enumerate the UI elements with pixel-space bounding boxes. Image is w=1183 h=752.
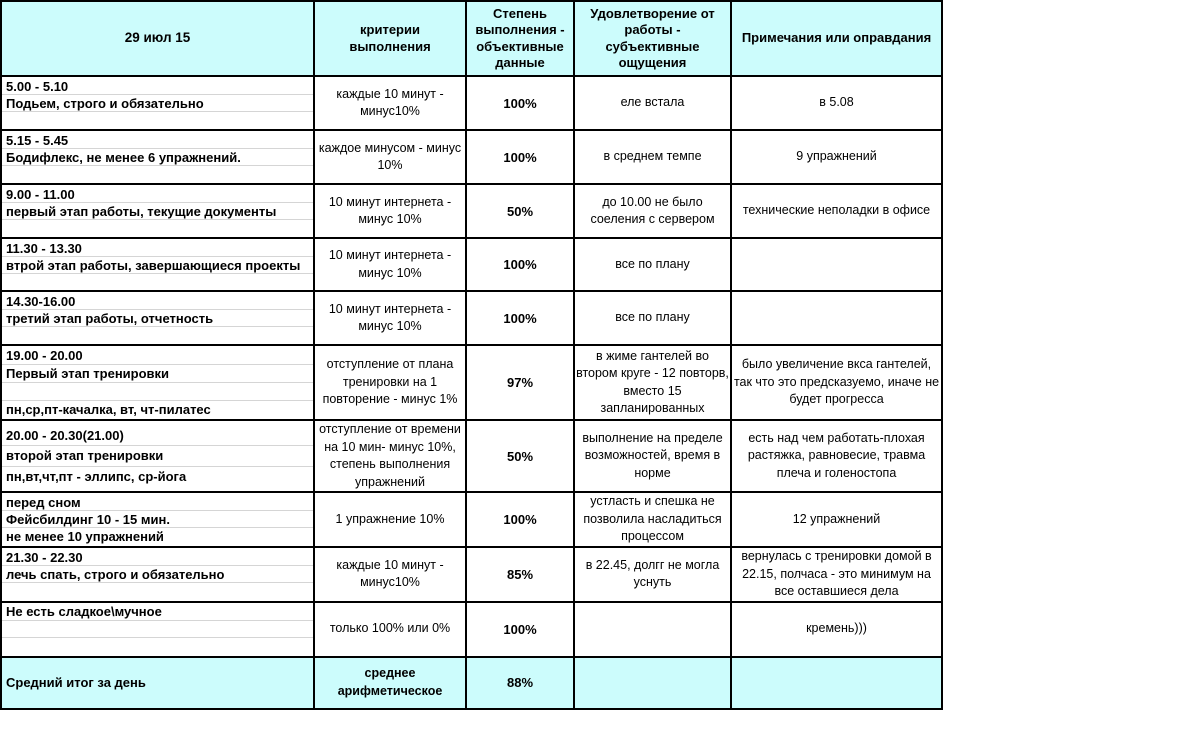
table-row [1,130,942,184]
summary-percent: 88% [466,657,574,709]
summary-label: Средний итог за день [1,657,314,709]
satisfaction-cell[interactable]: все по плану [574,291,731,345]
header-cell-degree: Степень выполнения - объективные данные [466,1,574,76]
table-row [1,76,942,130]
percent-cell[interactable]: 97% [466,345,574,420]
satisfaction-cell[interactable]: устласть и спешка не позволила насладиться процессом [574,492,731,547]
criteria-cell[interactable]: 10 минут интернета - минус 10% [314,238,466,291]
criteria-cell[interactable]: каждое минусом - минус 10% [314,130,466,184]
task-line [2,220,313,237]
table-row [1,184,942,238]
criteria-cell[interactable]: только 100% или 0% [314,602,466,657]
task-cell[interactable] [1,238,314,291]
task-line [2,583,313,600]
task-line: лечь спать, строго и обязательно [2,566,313,583]
task-line [2,383,313,401]
task-line: второй этап тренировки [2,446,313,466]
satisfaction-cell[interactable]: все по плану [574,238,731,291]
satisfaction-cell[interactable]: еле встала [574,76,731,130]
note-cell[interactable]: 12 упражнений [731,492,942,547]
criteria-cell[interactable]: отступление от времени на 10 мин- минус 10%, степень выполнения упражнений [314,420,466,492]
percent-cell[interactable]: 100% [466,130,574,184]
note-cell[interactable]: технические неполадки в офисе [731,184,942,238]
task-line: 9.00 - 11.00 [2,186,313,203]
summary-note [731,657,942,709]
satisfaction-cell[interactable] [574,602,731,657]
task-line [2,274,313,291]
percent-cell[interactable]: 100% [466,492,574,547]
task-line: 19.00 - 20.00 [2,347,313,365]
percent-cell[interactable]: 100% [466,291,574,345]
note-cell[interactable]: 9 упражнений [731,130,942,184]
task-cell[interactable] [1,291,314,345]
task-line: втрой этап работы, завершающиеся проекты [2,257,313,274]
table-row [1,238,942,291]
task-line: пн,ср,пт-качалка, вт, чт-пилатес [6,402,211,417]
task-cell[interactable] [1,76,314,130]
task-cell[interactable] [1,130,314,184]
task-cell[interactable] [1,345,314,420]
satisfaction-cell[interactable]: до 10.00 не было соеления с сервером [574,184,731,238]
header-cell-satisfaction: Удовлетворение от работы - субъективные ощущения [574,1,731,76]
criteria-cell[interactable]: 10 минут интернета - минус 10% [314,291,466,345]
note-cell[interactable] [731,291,942,345]
task-line [2,621,313,638]
header-cell-date: 29 июл 15 [1,1,314,76]
summary-row [1,657,942,709]
percent-cell[interactable]: 50% [466,420,574,492]
task-cell[interactable] [1,602,314,657]
task-line: не менее 10 упражнений [6,529,164,544]
satisfaction-cell[interactable]: в среднем темпе [574,130,731,184]
task-line [2,112,313,129]
note-cell[interactable]: кремень))) [731,602,942,657]
criteria-cell[interactable]: каждые 10 минут - минус10% [314,76,466,130]
task-line: 20.00 - 20.30(21.00) [2,426,313,446]
header-cell-criteria: критерии выполнения [314,1,466,76]
note-cell[interactable]: вернулась с тренировки домой в 22.15, полчаса - это минимум на все оставшиеся дела [731,547,942,602]
percent-cell[interactable]: 100% [466,602,574,657]
percent-cell[interactable]: 85% [466,547,574,602]
table-header-row [1,1,942,76]
summary-satisfaction [574,657,731,709]
task-line: Подьем, строго и обязательно [2,95,313,112]
summary-criteria: среднее арифметическое [314,657,466,709]
task-line: третий этап работы, отчетность [2,310,313,327]
task-line: 5.00 - 5.10 [2,78,313,95]
satisfaction-cell[interactable]: в жиме гантелей во втором круге - 12 повторв, вместо 15 запланированных [574,345,731,420]
task-cell[interactable] [1,547,314,602]
note-cell[interactable]: было увеличение вкса гантелей, так что это предсказуемо, иначе не будет прогресса [731,345,942,420]
task-line: перед сном [2,494,313,511]
criteria-cell[interactable]: отступление от плана тренировки на 1 повторение - минус 1% [314,345,466,420]
percent-cell[interactable]: 50% [466,184,574,238]
satisfaction-cell[interactable]: выполнение на пределе возможностей, время в норме [574,420,731,492]
task-line: 5.15 - 5.45 [2,132,313,149]
criteria-cell[interactable]: каждые 10 минут - минус10% [314,547,466,602]
table-row [1,547,942,602]
task-line: первый этап работы, текущие документы [2,203,313,220]
task-line: 21.30 - 22.30 [2,549,313,566]
task-line [2,166,313,183]
table-row [1,492,942,547]
task-line: Первый этап тренировки [2,365,313,383]
header-cell-notes: Примечания или оправдания [731,1,942,76]
criteria-cell[interactable]: 1 упражнение 10% [314,492,466,547]
task-line: Не есть сладкое\мучное [2,604,313,621]
percent-cell[interactable]: 100% [466,238,574,291]
task-line: Бодифлекс, не менее 6 упражнений. [2,149,313,166]
note-cell[interactable]: в 5.08 [731,76,942,130]
table-row [1,420,942,492]
criteria-cell[interactable]: 10 минут интернета - минус 10% [314,184,466,238]
table-row [1,345,942,420]
task-line: пн,вт,чт,пт - эллипс, ср-йога [6,468,187,484]
table-row [1,602,942,657]
task-cell[interactable] [1,492,314,547]
table-row [1,291,942,345]
task-line: 11.30 - 13.30 [2,240,313,257]
satisfaction-cell[interactable]: в 22.45, долгг не могла уснуть [574,547,731,602]
task-line: Фейсбилдинг 10 - 15 мин. [2,511,313,528]
task-line [2,327,313,344]
task-line [2,638,313,655]
note-cell[interactable]: есть над чем работать-плохая растяжка, равновесие, травма плеча и голеностопа [731,420,942,492]
percent-cell[interactable]: 100% [466,76,574,130]
task-cell[interactable] [1,184,314,238]
task-line: 14.30-16.00 [2,293,313,310]
task-cell[interactable] [1,420,314,492]
note-cell[interactable] [731,238,942,291]
